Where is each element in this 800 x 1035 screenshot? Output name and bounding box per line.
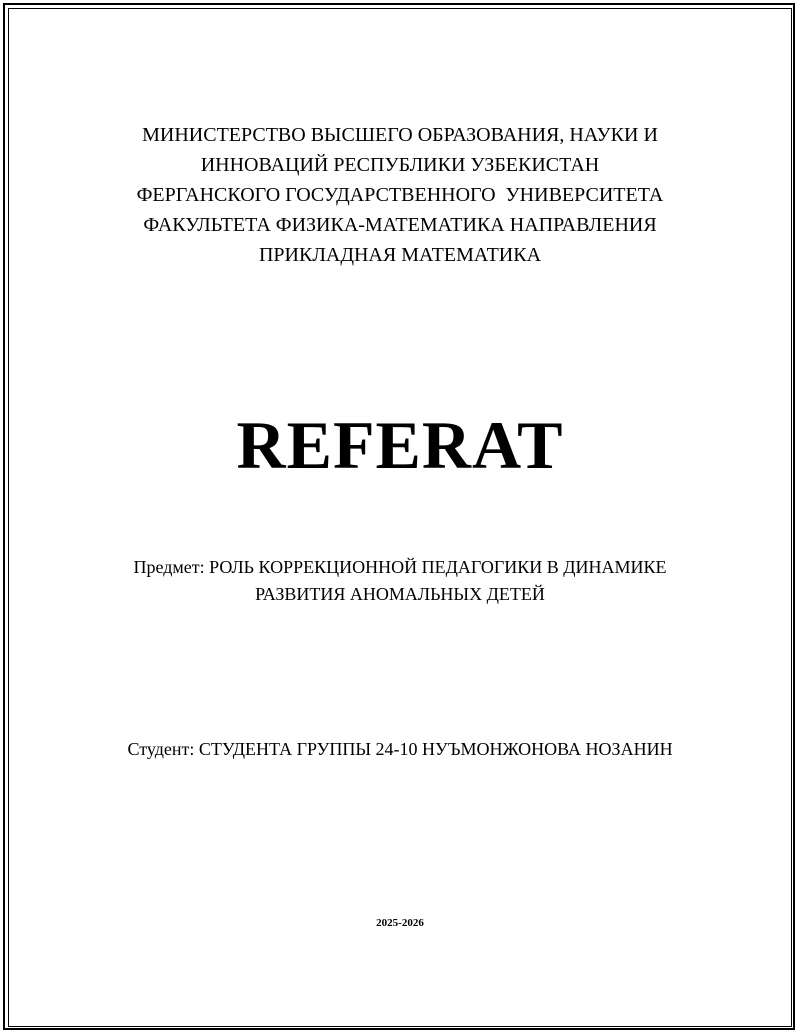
subject-line: Предмет: РОЛЬ КОРРЕКЦИОННОЙ ПЕДАГОГИКИ В ДИНАМИКЕ [133, 557, 667, 577]
header-line: ФЕРГАНСКОГО ГОСУДАРСТВЕННОГО УНИВЕРСИТЕТА [136, 184, 664, 206]
header-line: ИННОВАЦИЙ РЕСПУБЛИКИ УЗБЕКИСТАН [200, 154, 600, 176]
student-line: Студент: СТУДЕНТА ГРУППЫ 24-10 НУЪМОНЖОНОВА НОЗАНИН [127, 739, 673, 759]
header-line: ПРИКЛАДНАЯ МАТЕМАТИКА [258, 244, 542, 266]
subject-line: РАЗВИТИЯ АНОМАЛЬНЫХ ДЕТЕЙ [255, 584, 545, 604]
header-line: МИНИСТЕРСТВО ВЫСШЕГО ОБРАЗОВАНИЯ, НАУКИ И [142, 124, 658, 146]
header-line: ФАКУЛЬТЕТА ФИЗИКА-МАТЕМАТИКА НАПРАВЛЕНИЯ [143, 214, 657, 236]
document-title: REFERAT [236, 407, 564, 483]
institution-header [0, 120, 800, 270]
subject-block [0, 554, 800, 608]
academic-year: 2025-2026 [376, 917, 424, 929]
